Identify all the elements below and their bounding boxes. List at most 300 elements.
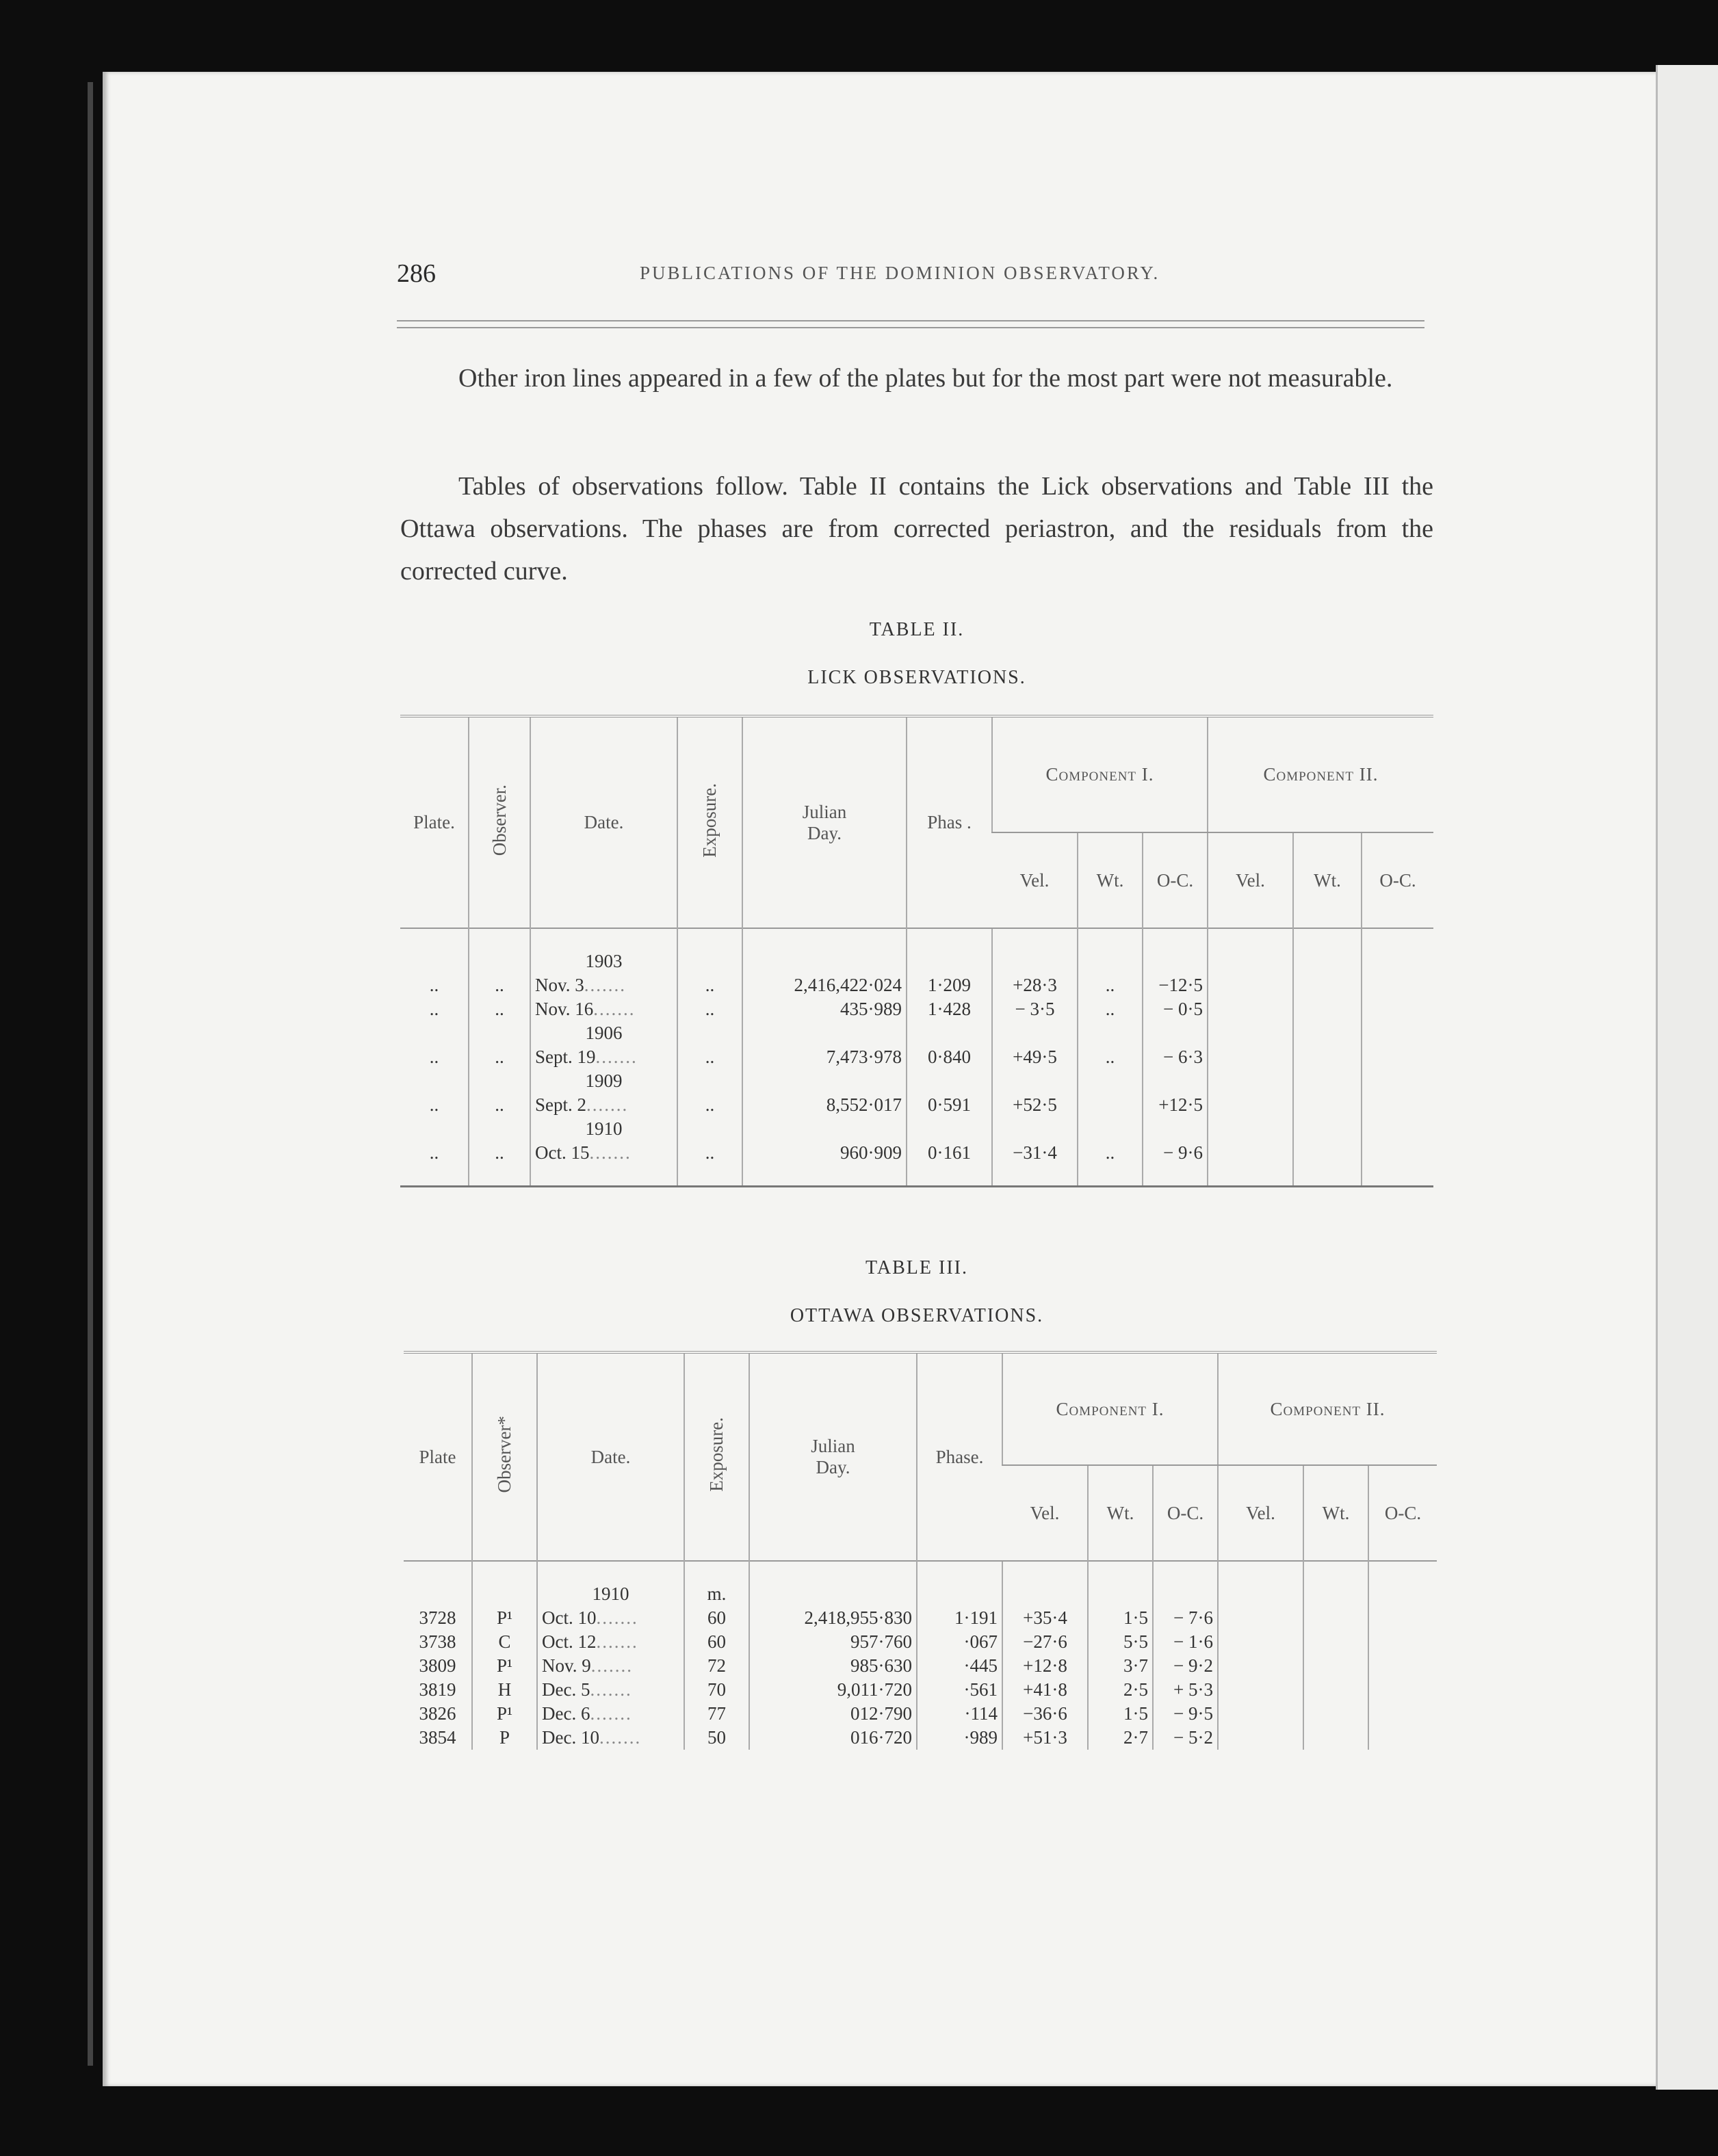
plate-cell: .. — [429, 1142, 439, 1163]
c1-vel-cell: +41·8 — [1002, 1678, 1088, 1702]
exposure-cell: 72 — [684, 1654, 749, 1678]
col-c1-oc: O-C. — [1143, 832, 1208, 928]
leader-dots: ....... — [590, 1655, 633, 1676]
c2-wt-cell — [1303, 1726, 1368, 1750]
table2-title: TABLE II. — [869, 619, 965, 640]
leader-dots: ....... — [590, 1679, 632, 1700]
phase-cell: 1·428 — [907, 997, 992, 1021]
empty-cell — [992, 949, 1078, 973]
spacer-cell — [742, 1165, 907, 1187]
empty-cell — [1143, 1117, 1208, 1141]
paragraph-iron-lines: Other iron lines appeared in a few of the plates but for the most part were not measurable. — [458, 364, 1393, 393]
c1-wt-cell: 5·5 — [1088, 1630, 1153, 1654]
date-cell — [530, 997, 677, 1021]
empty-cell — [400, 1021, 469, 1045]
plate-cell: 3738 — [419, 1631, 456, 1652]
table3-title: TABLE III. — [865, 1257, 968, 1278]
c2-vel-cell — [1208, 1141, 1293, 1165]
col-exposure — [677, 716, 742, 928]
col-component-2: Component II. — [1208, 716, 1433, 832]
julian-day-cell: 8,552·017 — [742, 1093, 907, 1117]
col-date: Date. — [530, 716, 677, 928]
c2-wt-cell — [1303, 1702, 1368, 1726]
exposure-unit-cell: m. — [684, 1582, 749, 1606]
exposure-cell: 50 — [684, 1726, 749, 1750]
empty-cell — [1293, 1117, 1362, 1141]
table3-subtitle: OTTAWA OBSERVATIONS. — [790, 1305, 1044, 1326]
date-text: Dec. 5 — [542, 1679, 590, 1700]
date-text: Nov. 16 — [535, 999, 594, 1019]
c1-vel-cell: −27·6 — [1002, 1630, 1088, 1654]
empty-cell — [1368, 1582, 1437, 1606]
julian-day-cell: 016·720 — [749, 1726, 917, 1750]
col-date: Date. — [537, 1352, 684, 1561]
empty-cell — [677, 949, 742, 973]
julian-day-cell: 7,473·978 — [742, 1045, 907, 1069]
spacer-cell — [1153, 1561, 1218, 1582]
c1-wt-cell: 1·5 — [1088, 1606, 1153, 1630]
julian-day-cell: 2,416,422·024 — [742, 973, 907, 997]
year-cell — [530, 1117, 677, 1141]
table-row — [400, 997, 1433, 1021]
table-row — [404, 1678, 1437, 1702]
empty-cell — [469, 1117, 530, 1141]
empty-cell — [1362, 949, 1433, 973]
col-phase: Phase. — [917, 1352, 1002, 1561]
year-cell — [530, 949, 677, 973]
empty-cell — [1218, 1582, 1303, 1606]
c1-oc-cell: − 7·6 — [1153, 1606, 1218, 1630]
col-phase: Phas . — [907, 716, 992, 928]
c2-oc-cell — [1368, 1606, 1437, 1630]
empty-cell — [1208, 949, 1293, 973]
exposure-cell: .. — [677, 997, 742, 1021]
empty-cell — [1293, 949, 1362, 973]
table-row — [400, 1093, 1433, 1117]
date-cell — [537, 1606, 684, 1630]
c1-oc-cell: + 5·3 — [1153, 1678, 1218, 1702]
c1-oc-cell: − 0·5 — [1143, 997, 1208, 1021]
plate-cell: .. — [429, 975, 439, 995]
spacer-cell — [1303, 1561, 1368, 1582]
year-label: 1903 — [585, 951, 623, 971]
c1-oc-cell: − 1·6 — [1153, 1630, 1218, 1654]
c1-wt-cell: 3·7 — [1088, 1654, 1153, 1678]
exposure-cell: 60 — [684, 1606, 749, 1630]
spacer-cell — [992, 1165, 1078, 1187]
table2-lick-observations — [400, 715, 1433, 1187]
empty-cell — [404, 1582, 472, 1606]
empty-cell — [1088, 1582, 1153, 1606]
empty-cell — [1303, 1582, 1368, 1606]
plate-cell: .. — [429, 999, 439, 1019]
c2-oc-cell — [1362, 1141, 1433, 1165]
plate-cell: .. — [429, 1047, 439, 1067]
date-cell — [537, 1654, 684, 1678]
empty-cell — [677, 1117, 742, 1141]
col-plate: Plate. — [400, 716, 469, 928]
spacer-cell — [1078, 928, 1143, 949]
c1-wt-cell: .. — [1078, 973, 1143, 997]
julian-day-cell: 012·790 — [749, 1702, 917, 1726]
year-cell — [530, 1021, 677, 1045]
plate-cell: 3854 — [419, 1727, 456, 1748]
leader-dots: ....... — [595, 1047, 638, 1067]
c2-vel-cell — [1208, 1093, 1293, 1117]
leader-dots: ....... — [593, 999, 636, 1019]
col-c1-vel: Vel. — [1030, 1502, 1060, 1523]
c2-vel-cell — [1218, 1654, 1303, 1678]
c2-oc-cell — [1368, 1630, 1437, 1654]
observer-cell: P¹ — [472, 1606, 537, 1630]
empty-cell — [992, 1021, 1078, 1045]
empty-cell — [1362, 1021, 1433, 1045]
julian-day-cell: 2,418,955·830 — [749, 1606, 917, 1630]
c2-vel-cell — [1218, 1630, 1303, 1654]
date-text: Oct. 12 — [542, 1631, 597, 1652]
col-component-1: Component I. — [992, 716, 1208, 832]
empty-cell — [1293, 1069, 1362, 1093]
col-exposure-label: Exposure. — [699, 783, 720, 858]
col-observer-label: Observer* — [494, 1416, 515, 1493]
c2-oc-cell — [1368, 1678, 1437, 1702]
col-c2-oc: O-C. — [1362, 832, 1433, 928]
year-label: 1909 — [585, 1070, 623, 1091]
date-cell — [530, 973, 677, 997]
spacer-cell — [1368, 1561, 1437, 1582]
empty-cell — [907, 1021, 992, 1045]
col-observer — [472, 1352, 537, 1561]
spacer-cell — [677, 928, 742, 949]
c1-vel-cell: − 3·5 — [992, 997, 1078, 1021]
col-julian-day — [749, 1352, 917, 1561]
c1-oc-cell: − 9·2 — [1153, 1654, 1218, 1678]
empty-cell — [1143, 949, 1208, 973]
c1-vel-cell: +35·4 — [1002, 1606, 1088, 1630]
empty-cell — [742, 949, 907, 973]
exposure-cell: .. — [677, 1093, 742, 1117]
table-row — [404, 1726, 1437, 1750]
empty-cell — [1362, 1117, 1433, 1141]
table-row — [404, 1702, 1437, 1726]
julian-day-cell: 960·909 — [742, 1141, 907, 1165]
col-c1-vel: Vel. — [1019, 869, 1050, 891]
table-row — [400, 1141, 1433, 1165]
c1-wt-cell — [1078, 1093, 1143, 1117]
observer-cell: P¹ — [472, 1702, 537, 1726]
c1-wt-cell: .. — [1078, 997, 1143, 1021]
spacer-cell — [992, 928, 1078, 949]
leader-dots: ....... — [599, 1727, 642, 1748]
year-label: 1906 — [585, 1023, 623, 1043]
date-text: Nov. 9 — [542, 1655, 591, 1676]
empty-cell — [677, 1021, 742, 1045]
spacer-cell — [469, 928, 530, 949]
observer-cell: C — [472, 1630, 537, 1654]
empty-cell — [907, 1069, 992, 1093]
empty-cell — [400, 1069, 469, 1093]
plate-cell: 3826 — [419, 1703, 456, 1724]
observer-cell: .. — [469, 1093, 530, 1117]
col-c1-oc: O-C. — [1153, 1465, 1218, 1561]
phase-cell: 0·161 — [907, 1141, 992, 1165]
date-text: Dec. 6 — [542, 1703, 590, 1724]
c2-oc-cell — [1368, 1726, 1437, 1750]
leader-dots: ....... — [586, 1094, 629, 1115]
phase-cell: ·561 — [917, 1678, 1002, 1702]
date-cell — [530, 1045, 677, 1069]
col-observer-label: Observer. — [489, 784, 510, 856]
col-c2-wt: Wt. — [1293, 832, 1362, 928]
col-exposure — [684, 1352, 749, 1561]
date-cell — [537, 1678, 684, 1702]
empty-cell — [400, 949, 469, 973]
c2-oc-cell — [1368, 1702, 1437, 1726]
observer-cell: .. — [469, 1141, 530, 1165]
date-text: Oct. 15 — [535, 1142, 590, 1163]
c1-wt-cell: 1·5 — [1088, 1702, 1153, 1726]
exposure-cell: 60 — [684, 1630, 749, 1654]
empty-cell — [1362, 1069, 1433, 1093]
phase-cell: 1·191 — [917, 1606, 1002, 1630]
running-head-title: PUBLICATIONS OF THE DOMINION OBSERVATORY. — [640, 263, 1160, 283]
plate-cell: 3809 — [419, 1655, 456, 1676]
col-plate: Plate — [404, 1352, 472, 1561]
empty-cell — [1002, 1582, 1088, 1606]
observer-cell: P — [472, 1726, 537, 1750]
c1-vel-cell: +49·5 — [992, 1045, 1078, 1069]
c1-oc-cell: − 9·5 — [1153, 1702, 1218, 1726]
empty-cell — [469, 1021, 530, 1045]
c1-oc-cell: +12·5 — [1143, 1093, 1208, 1117]
date-text: Nov. 3 — [535, 975, 584, 995]
spacer-cell — [472, 1561, 537, 1582]
c1-wt-cell: 2·7 — [1088, 1726, 1153, 1750]
leader-dots: ....... — [596, 1607, 638, 1628]
empty-cell — [907, 1117, 992, 1141]
spacer-cell — [1362, 1165, 1433, 1187]
spacer-cell — [1293, 928, 1362, 949]
date-cell — [537, 1630, 684, 1654]
phase-cell: ·445 — [917, 1654, 1002, 1678]
date-text: Sept. 19 — [535, 1047, 596, 1067]
col-observer — [469, 716, 530, 928]
empty-cell — [1078, 1021, 1143, 1045]
table-row — [404, 1654, 1437, 1678]
exposure-cell: .. — [677, 1141, 742, 1165]
empty-cell — [1078, 1117, 1143, 1141]
year-cell: 1910 — [537, 1582, 684, 1606]
c2-vel-cell — [1208, 1045, 1293, 1069]
observer-cell: .. — [469, 997, 530, 1021]
date-cell — [537, 1702, 684, 1726]
empty-cell — [1208, 1069, 1293, 1093]
date-cell — [530, 1141, 677, 1165]
c2-vel-cell — [1218, 1678, 1303, 1702]
empty-cell — [677, 1069, 742, 1093]
c2-wt-cell — [1303, 1654, 1368, 1678]
spacer-cell — [1143, 928, 1208, 949]
c2-wt-cell — [1293, 1141, 1362, 1165]
spacer-cell — [742, 928, 907, 949]
table3-body — [404, 1561, 1437, 1750]
col-c1-wt: Wt. — [1088, 1465, 1153, 1561]
table-row — [400, 1045, 1433, 1069]
spacer-cell — [404, 1561, 472, 1582]
c2-vel-cell — [1218, 1702, 1303, 1726]
c2-wt-cell — [1303, 1606, 1368, 1630]
observer-cell: .. — [469, 1045, 530, 1069]
year-label: 1910 — [585, 1118, 623, 1139]
c2-vel-cell — [1218, 1606, 1303, 1630]
spacer-cell — [530, 1165, 677, 1187]
col-c2-vel: Vel. — [1218, 1465, 1303, 1561]
c1-wt-cell: 2·5 — [1088, 1678, 1153, 1702]
leader-dots: ....... — [590, 1703, 632, 1724]
empty-cell — [1143, 1021, 1208, 1045]
spacer-cell — [1293, 1165, 1362, 1187]
spacer-cell — [907, 928, 992, 949]
empty-cell — [469, 1069, 530, 1093]
table-row — [404, 1606, 1437, 1630]
c1-vel-cell: +51·3 — [1002, 1726, 1088, 1750]
exposure-cell: .. — [677, 1045, 742, 1069]
empty-cell — [749, 1582, 917, 1606]
c2-vel-cell — [1218, 1726, 1303, 1750]
spacer-cell — [1078, 1165, 1143, 1187]
col-component-2: Component II. — [1218, 1352, 1437, 1465]
header-rule — [397, 320, 1424, 328]
c2-wt-cell — [1293, 997, 1362, 1021]
spacer-cell — [469, 1165, 530, 1187]
julian-day-cell: 957·760 — [749, 1630, 917, 1654]
plate-cell: 3819 — [419, 1679, 456, 1700]
c2-oc-cell — [1362, 997, 1433, 1021]
leader-dots: ....... — [589, 1142, 632, 1163]
col-c2-wt: Wt. — [1303, 1465, 1368, 1561]
table2-subtitle: LICK OBSERVATIONS. — [807, 667, 1026, 688]
spacer-cell — [537, 1561, 684, 1582]
c1-wt-cell: .. — [1078, 1141, 1143, 1165]
empty-cell — [992, 1117, 1078, 1141]
spacer-cell — [1362, 928, 1433, 949]
col-julian-day-label: Julian Day. — [802, 801, 847, 843]
empty-cell — [1208, 1021, 1293, 1045]
spacer-cell — [1208, 928, 1293, 949]
empty-cell — [742, 1021, 907, 1045]
phase-cell: ·067 — [917, 1630, 1002, 1654]
spacer-cell — [677, 1165, 742, 1187]
c1-vel-cell: −31·4 — [992, 1141, 1078, 1165]
empty-cell — [1208, 1117, 1293, 1141]
empty-cell — [472, 1582, 537, 1606]
date-text: Sept. 2 — [535, 1094, 587, 1115]
empty-cell — [1153, 1582, 1218, 1606]
table3-ottawa-observations — [404, 1351, 1437, 1750]
spacer-cell — [907, 1165, 992, 1187]
page-binding-edge — [88, 82, 93, 2066]
leader-dots: ....... — [584, 975, 626, 995]
c2-wt-cell — [1293, 973, 1362, 997]
c2-vel-cell — [1208, 973, 1293, 997]
spacer-cell — [1208, 1165, 1293, 1187]
date-cell — [530, 1093, 677, 1117]
page-number: 286 — [397, 259, 436, 288]
col-julian-day — [742, 716, 907, 928]
empty-cell — [742, 1069, 907, 1093]
date-text: Oct. 10 — [542, 1607, 597, 1628]
exposure-cell: 70 — [684, 1678, 749, 1702]
julian-day-cell: 435·989 — [742, 997, 907, 1021]
c1-vel-cell: +52·5 — [992, 1093, 1078, 1117]
observer-cell: H — [472, 1678, 537, 1702]
date-text: Dec. 10 — [542, 1727, 599, 1748]
c2-wt-cell — [1303, 1678, 1368, 1702]
exposure-cell: 77 — [684, 1702, 749, 1726]
plate-cell: .. — [429, 1094, 439, 1115]
spacer-cell — [1002, 1561, 1088, 1582]
year-cell — [530, 1069, 677, 1093]
phase-cell: 1·209 — [907, 973, 992, 997]
c1-vel-cell: +28·3 — [992, 973, 1078, 997]
c2-wt-cell — [1293, 1093, 1362, 1117]
col-component-1: Component I. — [1002, 1352, 1218, 1465]
empty-cell — [1078, 1069, 1143, 1093]
leader-dots: ....... — [596, 1631, 638, 1652]
empty-cell — [917, 1582, 1002, 1606]
c1-oc-cell: − 6·3 — [1143, 1045, 1208, 1069]
c1-oc-cell: − 5·2 — [1153, 1726, 1218, 1750]
col-exposure-label: Exposure. — [706, 1417, 727, 1492]
spacer-cell — [1218, 1561, 1303, 1582]
empty-cell — [1078, 949, 1143, 973]
c2-wt-cell — [1303, 1630, 1368, 1654]
julian-day-cell: 985·630 — [749, 1654, 917, 1678]
c1-oc-cell: − 9·6 — [1143, 1141, 1208, 1165]
plate-cell: 3728 — [419, 1607, 456, 1628]
phase-cell: 0·840 — [907, 1045, 992, 1069]
empty-cell — [907, 949, 992, 973]
julian-day-cell: 9,011·720 — [749, 1678, 917, 1702]
c1-oc-cell: −12·5 — [1143, 973, 1208, 997]
phase-cell: ·989 — [917, 1726, 1002, 1750]
col-c2-vel: Vel. — [1208, 832, 1293, 928]
exposure-cell: .. — [677, 973, 742, 997]
spacer-cell — [749, 1561, 917, 1582]
empty-cell — [1293, 1021, 1362, 1045]
c1-wt-cell: .. — [1078, 1045, 1143, 1069]
col-c2-oc: O-C. — [1368, 1465, 1437, 1561]
spacer-cell — [530, 928, 677, 949]
empty-cell — [469, 949, 530, 973]
running-head — [397, 259, 1430, 293]
c2-oc-cell — [1362, 973, 1433, 997]
spacer-cell — [1088, 1561, 1153, 1582]
empty-cell — [1143, 1069, 1208, 1093]
table-row — [404, 1630, 1437, 1654]
col-julian-day-label: Julian Day. — [811, 1436, 855, 1477]
date-cell — [537, 1726, 684, 1750]
phase-cell: ·114 — [917, 1702, 1002, 1726]
c1-vel-cell: −36·6 — [1002, 1702, 1088, 1726]
paragraph-tables-intro: Tables of observations follow. Table II contains the Lick observations and Table III the Ottawa observations. The phases are from corrected periastron, and the residuals from the corrected curve. — [400, 472, 1433, 586]
observer-cell: P¹ — [472, 1654, 537, 1678]
spacer-cell — [400, 928, 469, 949]
c2-wt-cell — [1293, 1045, 1362, 1069]
spacer-cell — [400, 1165, 469, 1187]
table2-body — [400, 928, 1433, 1187]
c2-oc-cell — [1362, 1093, 1433, 1117]
